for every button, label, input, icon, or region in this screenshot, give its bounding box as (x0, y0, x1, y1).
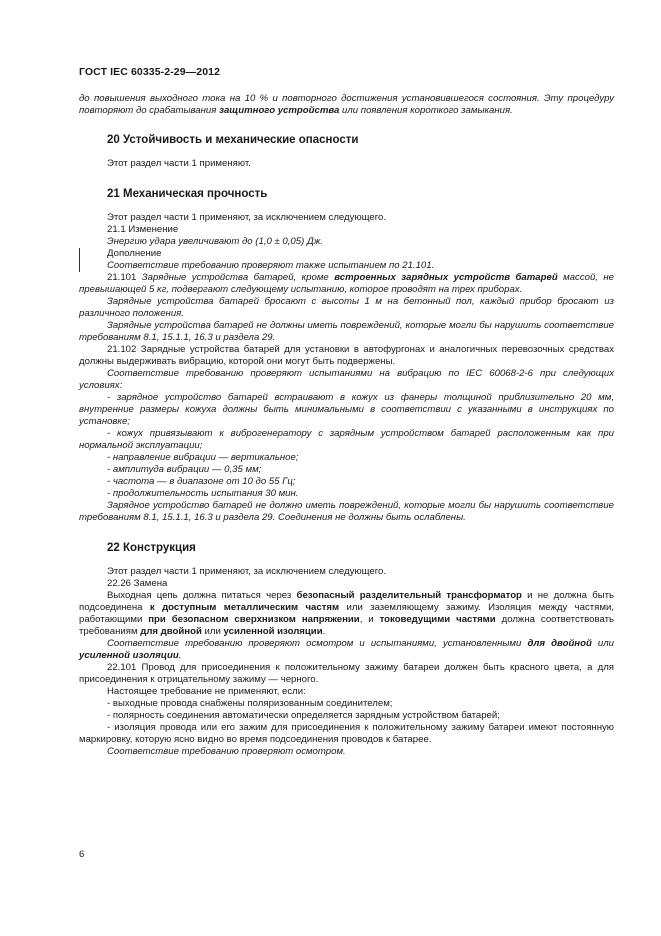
document-header: ГОСТ IEC 60335-2-29—2012 (79, 66, 221, 78)
clause-22-26: 22.26 Замена (107, 578, 168, 589)
term-selv: при безопасном сверхнизком напряжении (148, 614, 360, 625)
vibration-list-item: - зарядное устройство батарей встраивают в кожух из фанеры толщиной приблизительно 20 мм, внутренние размеры кожуха должны быть минимальными в соответствии с указанными в инструкциях по установке; (79, 392, 614, 427)
addition-label: Дополнение (107, 248, 162, 259)
exception-list-item: - полярность соединения автоматически определяется зарядным устройством батарей; (107, 710, 500, 721)
impact-energy-text: Энергию удара увеличивают до (1,0 ± 0,05) Дж. (107, 236, 323, 247)
output-circuit-paragraph (79, 590, 614, 638)
compliance-check-3 (79, 638, 614, 662)
vibration-list-item: - частота — в диапазоне от 10 до 55 Гц; (107, 476, 296, 487)
section-22-intro: Этот раздел части 1 применяют, за исключением следующего. (107, 566, 387, 577)
section-21-heading: 21 Механическая прочность (107, 188, 268, 200)
damage-requirement-2: Зарядное устройство батарей не должно иметь повреждений, которые могли бы нарушить соответствие требованиям 8.1, 15.1.1, 16.3 и раздела 29. Соединения не должны быть ослаблены. (79, 500, 614, 523)
clause-21-101 (79, 272, 614, 296)
section-20-text: Этот раздел части 1 применяют. (107, 158, 251, 169)
text-run: Зарядные устройства батарей, кроме (141, 272, 335, 283)
vibration-list-item: - кожух привязывают к виброгенератору с зарядным устройством батарей расположенным как при нормальной эксплуатации; (79, 428, 614, 451)
text-run: . (178, 650, 182, 661)
term-live-parts: токоведущими частями (379, 614, 496, 625)
term-reinforced-insulation: усиленной изоляции (79, 650, 179, 661)
section-22-heading: 22 Конструкция (107, 542, 196, 554)
compliance-check-2: Соответствие требованию проверяют испытаниями на вибрацию по IEC 60068-2-6 при следующих условиях: (79, 368, 614, 391)
exception-list-item: - изоляция провода или его зажим для присоединения к положительному зажиму батареи имеют постоянную маркировку, которую ясно видно во время подсоединения проводов к батарее. (79, 722, 614, 745)
compliance-check-final: Соответствие требованию проверяют осмотром. (107, 746, 346, 757)
text-run: или появления короткого замыкания. (339, 105, 513, 116)
section-21-intro: Этот раздел части 1 применяют, за исключением следующего. (107, 212, 387, 223)
page-number: 6 (79, 849, 85, 860)
clause-21-1: 21.1 Изменение (107, 224, 179, 235)
term-safety-transformer: безопасный разделительный трансформатор (296, 590, 522, 601)
not-applied-intro: Настоящее требование не применяют, если: (107, 686, 306, 697)
vibration-list-item: - продолжительность испытания 30 мин. (107, 488, 299, 499)
drop-test-text: Зарядные устройства батарей бросают с высоты 1 м на бетонный пол, каждый прибор бросают из различного положения. (79, 296, 614, 319)
term-built-in-chargers: встроенных зарядных устройств батарей (334, 272, 558, 283)
document-body (79, 93, 614, 758)
text-run: или (201, 626, 224, 637)
clause-21-102: 21.102 Зарядные устройства батарей для установки в автофургонах и аналогичных перевозочных средствах должны выдерживать вибрацию, которой они могут быть подвержены. (79, 344, 614, 367)
continuation-paragraph (79, 93, 614, 117)
text-run: должна соответствовать требованиям (79, 614, 614, 637)
text-run: до повышения выходного тока на 10 % и повторного достижения установившегося состояния. Эту процедуру повторяют до срабатывания (79, 93, 614, 116)
text-run: Соответствие требованию проверяют осмотром и испытаниями, установленными (107, 638, 528, 649)
clause-number: 21.101 (107, 272, 142, 283)
compliance-check-1: Соответствие требованию проверяют также испытанием по 21.101. (107, 260, 435, 271)
vibration-list-item: - направление вибрации — вертикальное; (107, 452, 299, 463)
text-run: . (322, 626, 326, 637)
vibration-list-item: - амплитуда вибрации — 0,35 мм; (107, 464, 262, 475)
term-accessible-metal-parts: к доступным металлическим частям (149, 602, 340, 613)
text-run: , и (359, 614, 380, 625)
text-run: массой, не превышающей 5 кг, подвергают следующему испытанию, которое проводят на трех приборах. (79, 272, 615, 295)
term-double-insulation: для двойной (527, 638, 592, 649)
exception-list-item: - выходные провода снабжены поляризованным соединителем; (107, 698, 393, 709)
term-reinforced-insulation: усиленной изоляции (223, 626, 323, 637)
term-double-insulation: для двойной (140, 626, 202, 637)
text-run: или (591, 638, 615, 649)
damage-requirement-1: Зарядные устройства батарей не должны иметь повреждений, которые могли бы нарушить соответствие требованиям 8.1, 15.1.1, 16.3 и раздела 29. (79, 320, 614, 343)
term-protective-device: защитного устройства (219, 105, 340, 116)
text-run: или заземляющему зажиму. Изоляция между частями, работающими (79, 602, 614, 625)
text-run: Выходная цепь должна питаться через (107, 590, 297, 601)
clause-22-101: 22.101 Провод для присоединения к положительному зажиму батареи должен быть красного цвета, а для присоединения к отрицательному зажиму — черного. (79, 662, 614, 685)
section-20-heading: 20 Устойчивость и механические опасности (107, 134, 359, 146)
text-run: и не должна быть подсоединена (79, 590, 615, 613)
